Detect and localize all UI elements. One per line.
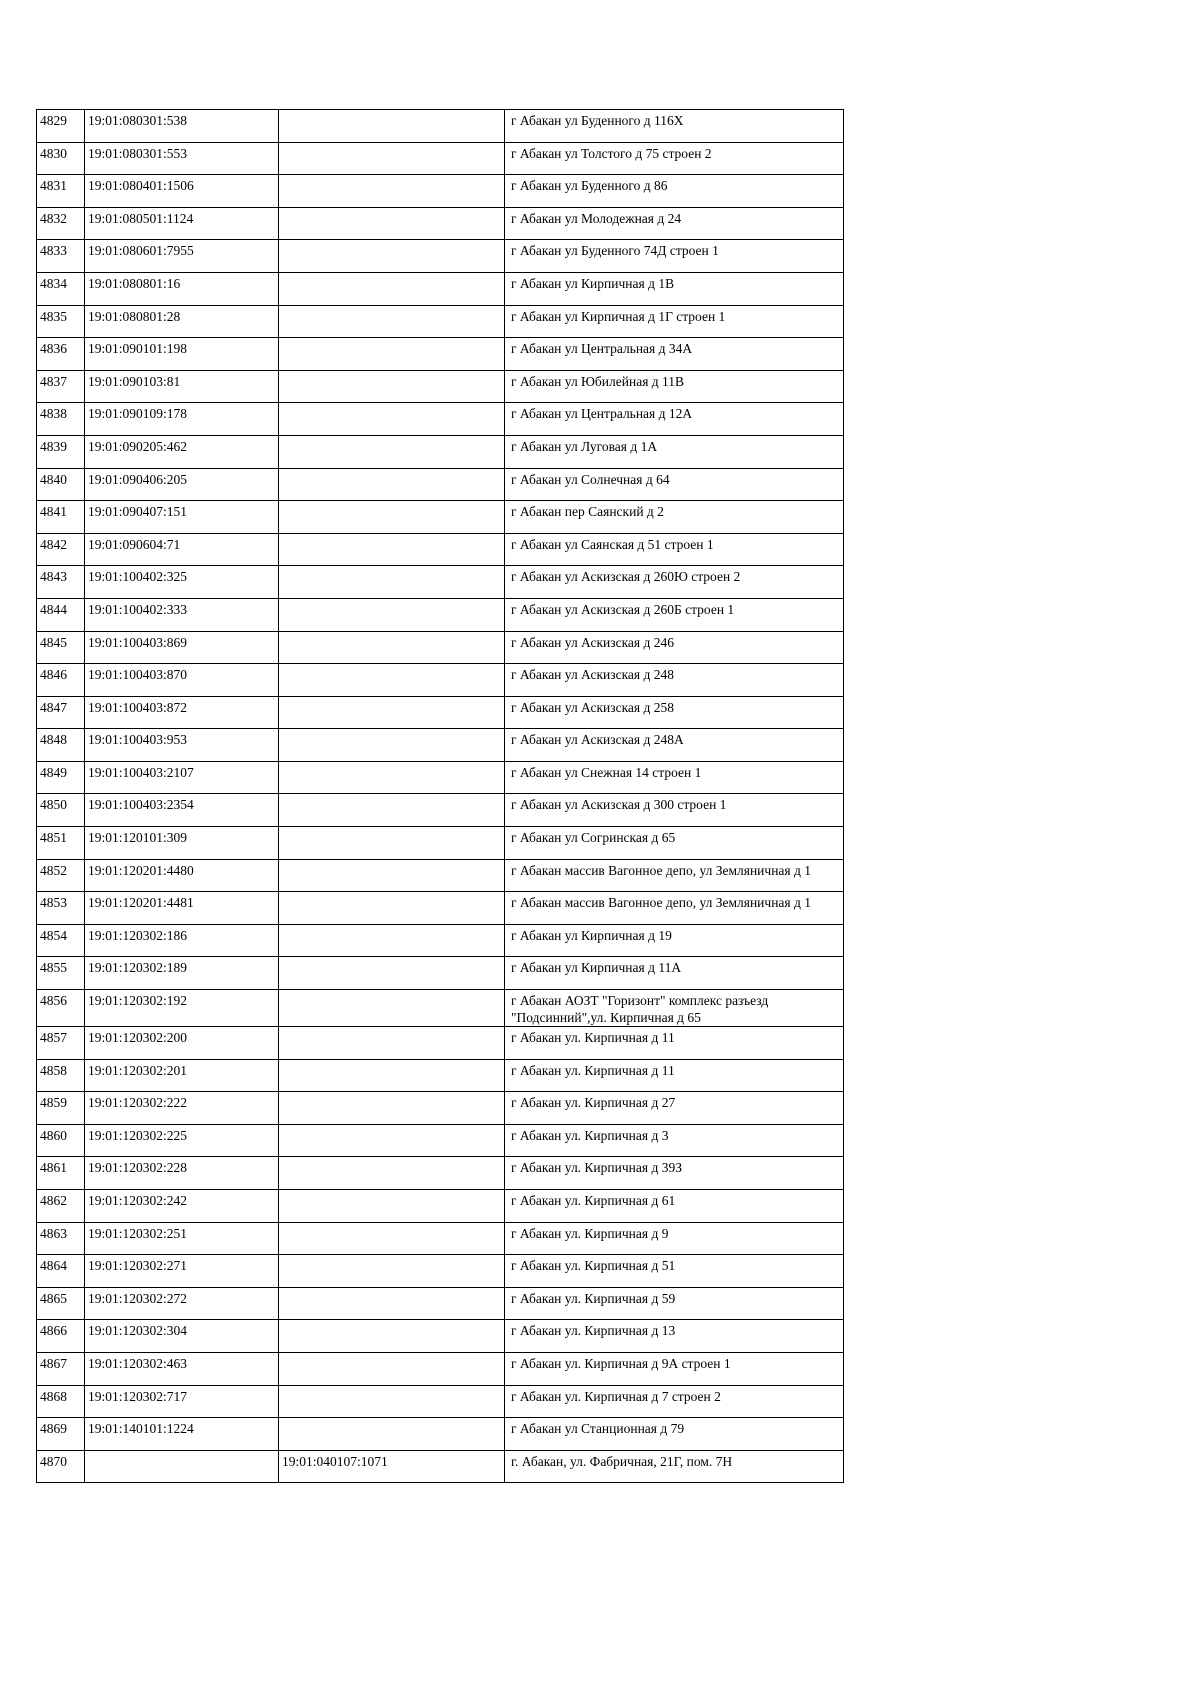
cadastral-number-cell: 19:01:140101:1224: [85, 1418, 279, 1451]
table-row: [37, 110, 844, 143]
property-registry-table: [36, 109, 844, 1483]
row-number-cell: 4833: [37, 240, 85, 273]
address-cell: г Абакан пер Саянский д 2: [505, 501, 844, 534]
cadastral-number-cell: 19:01:120302:225: [85, 1124, 279, 1157]
cadastral-number-cell: 19:01:100403:870: [85, 664, 279, 697]
row-number-cell: 4860: [37, 1124, 85, 1157]
address-cell: г Абакан ул. Кирпичная д 9А строен 1: [505, 1352, 844, 1385]
cadastral-number-cell: 19:01:120302:242: [85, 1190, 279, 1223]
address-cell: г Абакан ул. Кирпичная д 7 строен 2: [505, 1385, 844, 1418]
cadastral-number-cell: 19:01:120302:201: [85, 1059, 279, 1092]
row-number-cell: 4849: [37, 761, 85, 794]
address-cell: г Абакан ул Юбилейная д 11В: [505, 370, 844, 403]
address-cell: г Абакан ул Кирпичная д 11А: [505, 957, 844, 990]
table-row: [37, 501, 844, 534]
building-cadastral-number-cell: [279, 1352, 505, 1385]
row-number-cell: 4866: [37, 1320, 85, 1353]
building-cadastral-number-cell: [279, 1255, 505, 1288]
cadastral-number-cell: 19:01:100403:2354: [85, 794, 279, 827]
address-cell: г Абакан ул Буденного д 86: [505, 175, 844, 208]
cadastral-number-cell: 19:01:080601:7955: [85, 240, 279, 273]
address-cell: г Абакан ул. Кирпичная д 59: [505, 1287, 844, 1320]
cadastral-number-cell: 19:01:120302:463: [85, 1352, 279, 1385]
building-cadastral-number-cell: [279, 305, 505, 338]
table-row: [37, 240, 844, 273]
building-cadastral-number-cell: [279, 272, 505, 305]
building-cadastral-number-cell: [279, 957, 505, 990]
table-row: [37, 207, 844, 240]
row-number-cell: 4839: [37, 435, 85, 468]
building-cadastral-number-cell: 19:01:040107:1071: [279, 1450, 505, 1483]
table-row: [37, 892, 844, 925]
cadastral-number-cell: 19:01:120101:309: [85, 827, 279, 860]
cadastral-number-cell: 19:01:100402:333: [85, 598, 279, 631]
cadastral-number-cell: 19:01:120302:186: [85, 924, 279, 957]
address-cell: г Абакан ул Станционная д 79: [505, 1418, 844, 1451]
row-number-cell: 4847: [37, 696, 85, 729]
building-cadastral-number-cell: [279, 501, 505, 534]
address-cell: г Абакан массив Вагонное депо, ул Земляничная д 1: [505, 859, 844, 892]
cadastral-number-cell: 19:01:090103:81: [85, 370, 279, 403]
table-row: [37, 1320, 844, 1353]
row-number-cell: 4845: [37, 631, 85, 664]
address-cell: г Абакан ул Кирпичная д 1Г строен 1: [505, 305, 844, 338]
address-cell: г Абакан ул Аскизская д 260Ю строен 2: [505, 566, 844, 599]
cadastral-number-cell: 19:01:120302:192: [85, 990, 279, 1027]
row-number-cell: 4854: [37, 924, 85, 957]
row-number-cell: 4831: [37, 175, 85, 208]
address-cell: г Абакан ул Аскизская д 248: [505, 664, 844, 697]
row-number-cell: 4859: [37, 1092, 85, 1125]
row-number-cell: 4834: [37, 272, 85, 305]
building-cadastral-number-cell: [279, 403, 505, 436]
cadastral-number-cell: 19:01:090407:151: [85, 501, 279, 534]
row-number-cell: 4832: [37, 207, 85, 240]
table-row: [37, 598, 844, 631]
row-number-cell: 4868: [37, 1385, 85, 1418]
building-cadastral-number-cell: [279, 1222, 505, 1255]
address-cell: г Абакан ул. Кирпичная д 61: [505, 1190, 844, 1223]
address-cell: г Абакан ул Центральная д 34А: [505, 338, 844, 371]
table-row: [37, 338, 844, 371]
row-number-cell: 4865: [37, 1287, 85, 1320]
table-row: [37, 1450, 844, 1483]
address-cell: г Абакан ул Солнечная д 64: [505, 468, 844, 501]
building-cadastral-number-cell: [279, 761, 505, 794]
address-cell: г Абакан ул. Кирпичная д 27: [505, 1092, 844, 1125]
table-row: [37, 957, 844, 990]
address-cell: г Абакан ул Согринская д 65: [505, 827, 844, 860]
address-cell: г Абакан ул. Кирпичная д 3: [505, 1124, 844, 1157]
building-cadastral-number-cell: [279, 827, 505, 860]
row-number-cell: 4861: [37, 1157, 85, 1190]
building-cadastral-number-cell: [279, 1320, 505, 1353]
cadastral-number-cell: 19:01:100403:869: [85, 631, 279, 664]
cadastral-number-cell: 19:01:120302:222: [85, 1092, 279, 1125]
table-row: [37, 272, 844, 305]
row-number-cell: 4870: [37, 1450, 85, 1483]
building-cadastral-number-cell: [279, 142, 505, 175]
row-number-cell: 4862: [37, 1190, 85, 1223]
table-row: [37, 1385, 844, 1418]
building-cadastral-number-cell: [279, 696, 505, 729]
table-row: [37, 631, 844, 664]
cadastral-number-cell: 19:01:100403:2107: [85, 761, 279, 794]
cadastral-number-cell: 19:01:120302:272: [85, 1287, 279, 1320]
table-row: [37, 729, 844, 762]
cadastral-number-cell: 19:01:090604:71: [85, 533, 279, 566]
table-row: [37, 370, 844, 403]
address-cell: г Абакан ул. Кирпичная д 9: [505, 1222, 844, 1255]
cadastral-number-cell: 19:01:090101:198: [85, 338, 279, 371]
address-cell: г Абакан ул Буденного д 116Х: [505, 110, 844, 143]
building-cadastral-number-cell: [279, 1287, 505, 1320]
cadastral-number-cell: 19:01:120302:717: [85, 1385, 279, 1418]
table-row: [37, 435, 844, 468]
address-cell: г Абакан ул Толстого д 75 строен 2: [505, 142, 844, 175]
row-number-cell: 4856: [37, 990, 85, 1027]
cadastral-number-cell: 19:01:120302:200: [85, 1027, 279, 1060]
table-row: [37, 1222, 844, 1255]
address-cell: г Абакан ул. Кирпичная д 51: [505, 1255, 844, 1288]
cadastral-number-cell: 19:01:080401:1506: [85, 175, 279, 208]
row-number-cell: 4835: [37, 305, 85, 338]
table-row: [37, 1092, 844, 1125]
building-cadastral-number-cell: [279, 1124, 505, 1157]
building-cadastral-number-cell: [279, 859, 505, 892]
building-cadastral-number-cell: [279, 533, 505, 566]
building-cadastral-number-cell: [279, 1190, 505, 1223]
row-number-cell: 4844: [37, 598, 85, 631]
address-cell: г Абакан ул Аскизская д 248А: [505, 729, 844, 762]
table-row: [37, 859, 844, 892]
address-cell: г Абакан ул Аскизская д 246: [505, 631, 844, 664]
table-row: [37, 533, 844, 566]
table-row: [37, 664, 844, 697]
cadastral-number-cell: 19:01:100403:872: [85, 696, 279, 729]
cadastral-number-cell: 19:01:120201:4481: [85, 892, 279, 925]
building-cadastral-number-cell: [279, 566, 505, 599]
table-row: [37, 1287, 844, 1320]
address-cell: г Абакан массив Вагонное депо, ул Земляничная д 1: [505, 892, 844, 925]
building-cadastral-number-cell: [279, 990, 505, 1027]
building-cadastral-number-cell: [279, 794, 505, 827]
address-cell: г Абакан ул Аскизская д 300 строен 1: [505, 794, 844, 827]
address-cell: г Абакан ул. Кирпичная д 11: [505, 1027, 844, 1060]
building-cadastral-number-cell: [279, 110, 505, 143]
table-row: [37, 1418, 844, 1451]
row-number-cell: 4842: [37, 533, 85, 566]
cadastral-number-cell: 19:01:080801:28: [85, 305, 279, 338]
building-cadastral-number-cell: [279, 1092, 505, 1125]
cadastral-number-cell: 19:01:100403:953: [85, 729, 279, 762]
table-row: [37, 175, 844, 208]
row-number-cell: 4840: [37, 468, 85, 501]
row-number-cell: 4864: [37, 1255, 85, 1288]
table-row: [37, 794, 844, 827]
table-row: [37, 1255, 844, 1288]
building-cadastral-number-cell: [279, 598, 505, 631]
building-cadastral-number-cell: [279, 1385, 505, 1418]
cadastral-number-cell: 19:01:120302:251: [85, 1222, 279, 1255]
row-number-cell: 4829: [37, 110, 85, 143]
row-number-cell: 4841: [37, 501, 85, 534]
row-number-cell: 4830: [37, 142, 85, 175]
address-cell: г Абакан ул Центральная д 12А: [505, 403, 844, 436]
table-row: [37, 403, 844, 436]
cadastral-number-cell: 19:01:090205:462: [85, 435, 279, 468]
table-row: [37, 924, 844, 957]
building-cadastral-number-cell: [279, 631, 505, 664]
table-row: [37, 827, 844, 860]
cadastral-number-cell: 19:01:120302:304: [85, 1320, 279, 1353]
building-cadastral-number-cell: [279, 435, 505, 468]
cadastral-number-cell: 19:01:120302:228: [85, 1157, 279, 1190]
row-number-cell: 4858: [37, 1059, 85, 1092]
building-cadastral-number-cell: [279, 1418, 505, 1451]
table-row: [37, 566, 844, 599]
row-number-cell: 4843: [37, 566, 85, 599]
cadastral-number-cell: 19:01:080301:538: [85, 110, 279, 143]
building-cadastral-number-cell: [279, 664, 505, 697]
building-cadastral-number-cell: [279, 1157, 505, 1190]
table-row: [37, 1027, 844, 1060]
cadastral-number-cell: 19:01:080301:553: [85, 142, 279, 175]
row-number-cell: 4848: [37, 729, 85, 762]
row-number-cell: 4863: [37, 1222, 85, 1255]
building-cadastral-number-cell: [279, 240, 505, 273]
row-number-cell: 4837: [37, 370, 85, 403]
address-cell: г Абакан ул Кирпичная д 1В: [505, 272, 844, 305]
building-cadastral-number-cell: [279, 1059, 505, 1092]
row-number-cell: 4855: [37, 957, 85, 990]
row-number-cell: 4869: [37, 1418, 85, 1451]
table-row: [37, 1157, 844, 1190]
address-cell: г Абакан ул. Кирпичная д 11: [505, 1059, 844, 1092]
address-cell: г Абакан ул Аскизская д 260Б строен 1: [505, 598, 844, 631]
address-cell: г. Абакан, ул. Фабричная, 21Г, пом. 7Н: [505, 1450, 844, 1483]
address-cell: г Абакан ул Молодежная д 24: [505, 207, 844, 240]
cadastral-number-cell: 19:01:080801:16: [85, 272, 279, 305]
table-row: [37, 990, 844, 1027]
row-number-cell: 4857: [37, 1027, 85, 1060]
address-cell: г Абакан ул Аскизская д 258: [505, 696, 844, 729]
table-row: [37, 1190, 844, 1223]
address-cell: г Абакан ул. Кирпичная д 39З: [505, 1157, 844, 1190]
building-cadastral-number-cell: [279, 468, 505, 501]
row-number-cell: 4850: [37, 794, 85, 827]
table-row: [37, 1124, 844, 1157]
cadastral-number-cell: 19:01:100402:325: [85, 566, 279, 599]
cadastral-number-cell: 19:01:090109:178: [85, 403, 279, 436]
building-cadastral-number-cell: [279, 924, 505, 957]
table-row: [37, 1352, 844, 1385]
address-cell: г Абакан ул Луговая д 1А: [505, 435, 844, 468]
address-cell: г Абакан ул. Кирпичная д 13: [505, 1320, 844, 1353]
table-row: [37, 305, 844, 338]
cadastral-number-cell: 19:01:120201:4480: [85, 859, 279, 892]
row-number-cell: 4851: [37, 827, 85, 860]
cadastral-number-cell: 19:01:090406:205: [85, 468, 279, 501]
row-number-cell: 4852: [37, 859, 85, 892]
cadastral-number-cell: 19:01:120302:189: [85, 957, 279, 990]
row-number-cell: 4838: [37, 403, 85, 436]
address-cell: г Абакан ул Буденного 74Д строен 1: [505, 240, 844, 273]
table-row: [37, 468, 844, 501]
building-cadastral-number-cell: [279, 207, 505, 240]
building-cadastral-number-cell: [279, 892, 505, 925]
table-row: [37, 1059, 844, 1092]
address-cell: г Абакан ул Снежная 14 строен 1: [505, 761, 844, 794]
address-cell: г Абакан АОЗТ "Горизонт" комплекс разъезд "Подсинний",ул. Кирпичная д 65: [505, 990, 844, 1027]
cadastral-number-cell: [85, 1450, 279, 1483]
building-cadastral-number-cell: [279, 729, 505, 762]
address-cell: г Абакан ул Саянская д 51 строен 1: [505, 533, 844, 566]
row-number-cell: 4867: [37, 1352, 85, 1385]
row-number-cell: 4846: [37, 664, 85, 697]
row-number-cell: 4836: [37, 338, 85, 371]
cadastral-number-cell: 19:01:120302:271: [85, 1255, 279, 1288]
address-cell: г Абакан ул Кирпичная д 19: [505, 924, 844, 957]
building-cadastral-number-cell: [279, 338, 505, 371]
building-cadastral-number-cell: [279, 370, 505, 403]
registry-table-body: [37, 110, 844, 1483]
cadastral-number-cell: 19:01:080501:1124: [85, 207, 279, 240]
table-row: [37, 142, 844, 175]
row-number-cell: 4853: [37, 892, 85, 925]
building-cadastral-number-cell: [279, 175, 505, 208]
table-row: [37, 761, 844, 794]
building-cadastral-number-cell: [279, 1027, 505, 1060]
table-row: [37, 696, 844, 729]
